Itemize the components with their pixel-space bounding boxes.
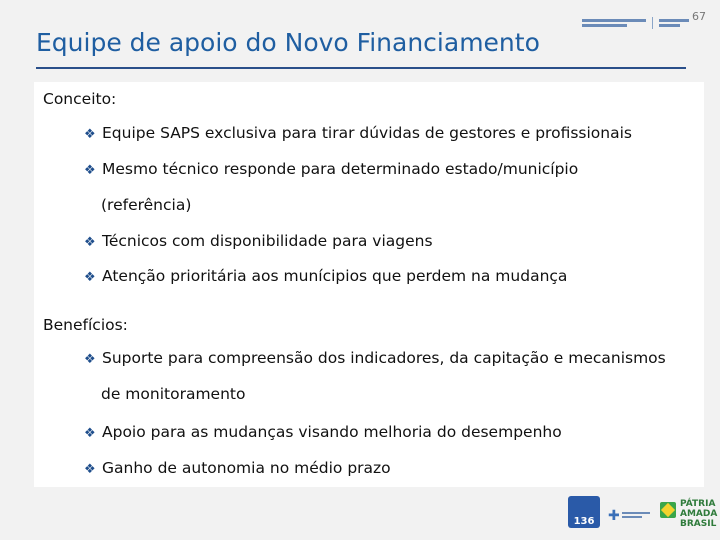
- ministry-logo-mark-left: [582, 17, 646, 29]
- diamond-bullet-icon: ❖: [84, 426, 96, 441]
- content-panel: [34, 82, 704, 487]
- bullet-text-continuation: (referência): [101, 196, 192, 214]
- government-brand-line2: BRASIL: [680, 519, 717, 529]
- ministry-logo-mark-right: [652, 17, 689, 29]
- list-item: [84, 451, 696, 487]
- health-cross-icon: ✚: [608, 508, 620, 524]
- list-item: [84, 259, 696, 295]
- bullet-text: Atenção prioritária aos munícipios que perdem na mudança: [102, 267, 568, 285]
- bullet-text: Mesmo técnico responde para determinado estado/município: [102, 160, 579, 178]
- section-heading-conceito: Conceito:: [43, 90, 117, 108]
- diamond-bullet-icon: ❖: [84, 270, 96, 285]
- list-item: [84, 116, 696, 152]
- title-divider: [36, 67, 686, 69]
- government-brand-line1: PÁTRIA AMADA: [680, 499, 718, 519]
- bullet-text: Ganho de autonomia no médio prazo: [102, 459, 391, 477]
- bullet-text-continuation: de monitoramento: [101, 385, 246, 403]
- bullet-text: Suporte para compreensão dos indicadores, da capitação e mecanismos: [102, 349, 666, 367]
- list-item: [84, 341, 696, 411]
- diamond-bullet-icon: ❖: [84, 127, 96, 142]
- list-item: [84, 152, 696, 222]
- diamond-bullet-icon: ❖: [84, 235, 96, 250]
- diamond-bullet-icon: ❖: [84, 462, 96, 477]
- bullet-text: Equipe SAPS exclusiva para tirar dúvidas de gestores e profissionais: [102, 124, 632, 142]
- bullet-text: Apoio para as mudanças visando melhoria do desempenho: [102, 423, 562, 441]
- diamond-bullet-icon: ❖: [84, 163, 96, 178]
- slide-title: Equipe de apoio do Novo Financiamento: [36, 28, 540, 57]
- bullet-text: Técnicos com disponibilidade para viagens: [102, 232, 433, 250]
- page-number: 67: [692, 10, 706, 23]
- disque-saude-badge: 136: [568, 496, 600, 528]
- footer-logos: [568, 496, 718, 532]
- section-heading-beneficios: Benefícios:: [43, 316, 128, 334]
- government-brand: [680, 499, 717, 529]
- diamond-bullet-icon: ❖: [84, 352, 96, 367]
- ministry-mini-logo: [622, 510, 650, 520]
- list-item: [84, 415, 696, 451]
- list-item: [84, 224, 696, 260]
